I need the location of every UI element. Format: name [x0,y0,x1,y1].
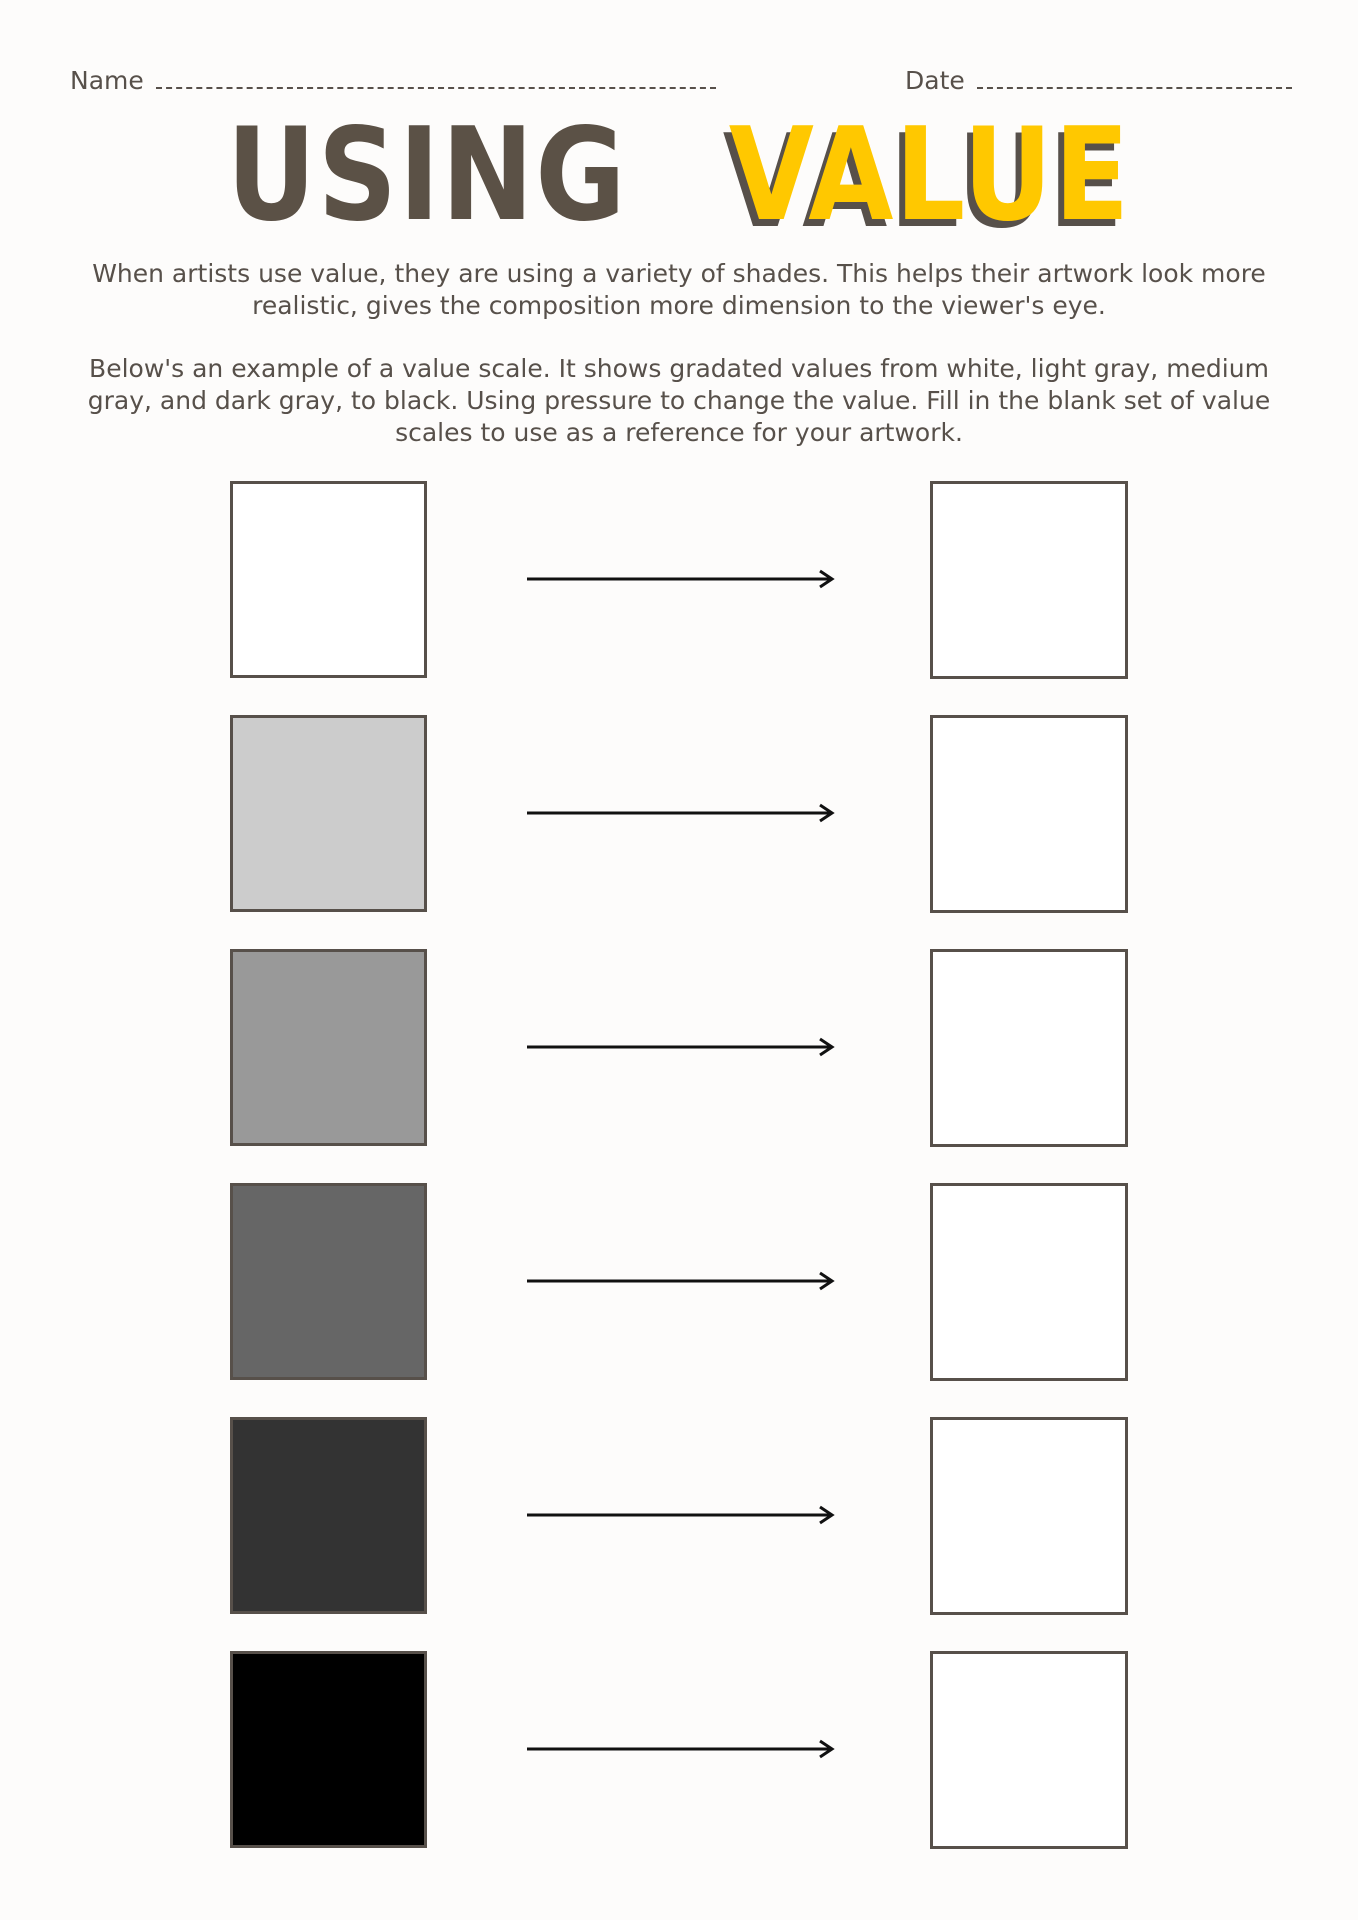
intro-paragraph-1: When artists use value, they are using a variety of shades. This helps their artwork look more realistic, gives the composition more dimension to the viewer's eye. [92,259,1266,320]
value-swatch [230,715,427,912]
arrow-right-icon [527,1739,835,1759]
blank-value-box[interactable] [930,1651,1128,1849]
blank-value-box[interactable] [930,715,1128,913]
arrow-right-icon [527,1037,835,1057]
name-field[interactable] [70,66,716,95]
arrow-right-icon [527,569,835,589]
value-swatch [230,481,427,678]
blank-value-box[interactable] [930,1417,1128,1615]
title-using: USING [226,101,628,250]
intro-paragraph-2: Below's an example of a value scale. It shows gradated values from white, light gray, medium gray, and dark gray, to black. Using pressure to change the value. Fill in the blank set of value scales to use as a reference for your artwork. [87,354,1271,447]
value-swatch [230,1651,427,1848]
page-title [0,101,1358,250]
blank-value-box[interactable] [930,949,1128,1147]
title-value: VALUE [729,101,1132,250]
date-field[interactable] [905,66,1292,95]
value-scale-row [0,481,1358,681]
value-swatch [230,1417,427,1614]
date-blank-line[interactable] [977,87,1292,89]
value-scale-row [0,1183,1358,1383]
value-scale-row [0,949,1358,1149]
blank-value-box[interactable] [930,481,1128,679]
value-swatch [230,949,427,1146]
arrow-right-icon [527,1505,835,1525]
date-label: Date [905,66,965,95]
arrow-right-icon [527,803,835,823]
value-scale-row [0,715,1358,915]
blank-value-box[interactable] [930,1183,1128,1381]
name-blank-line[interactable] [156,87,716,89]
name-label: Name [70,66,144,95]
value-scale-row [0,1651,1358,1851]
arrow-right-icon [527,1271,835,1291]
value-scale-row [0,1417,1358,1617]
value-swatch [230,1183,427,1380]
